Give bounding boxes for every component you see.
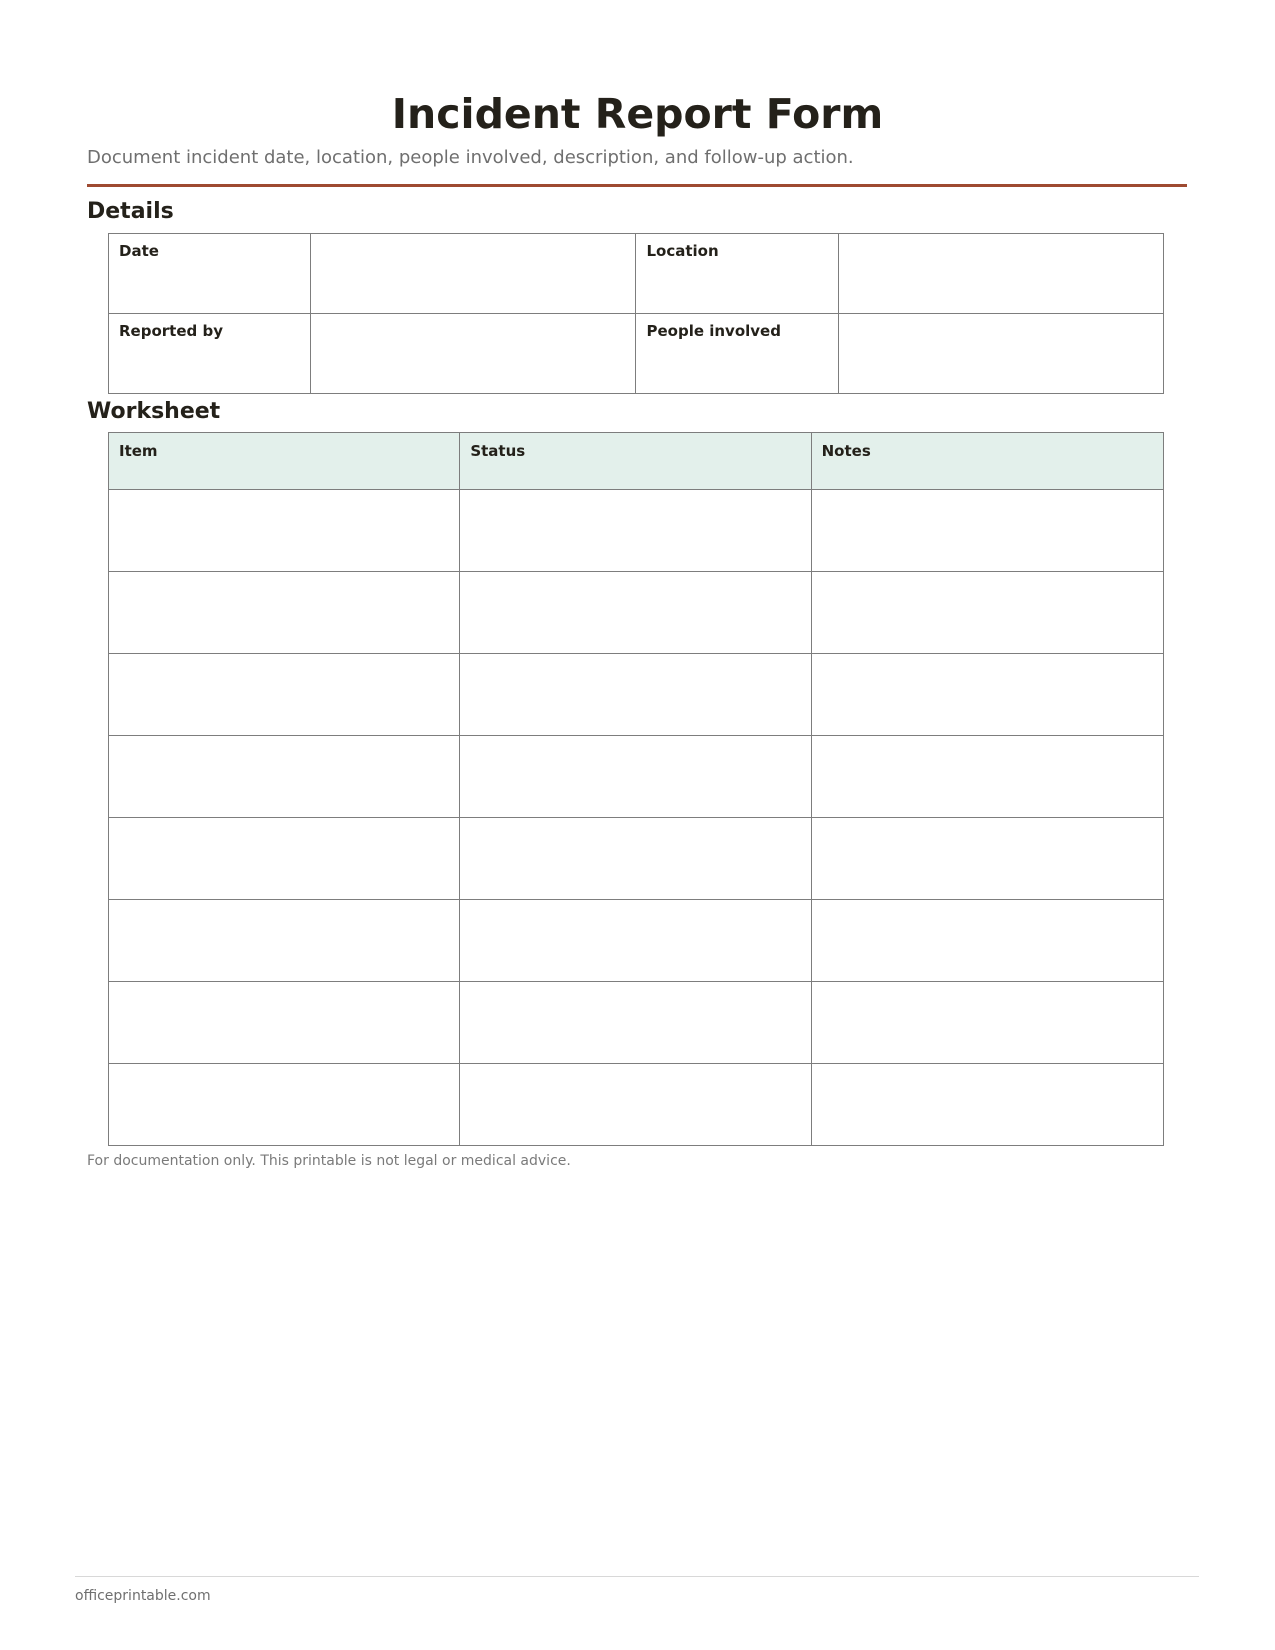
reported-by-label: Reported by [109, 314, 311, 394]
notes-cell[interactable] [811, 900, 1163, 982]
location-field[interactable] [838, 234, 1163, 314]
table-row [109, 572, 1164, 654]
date-label: Date [109, 234, 311, 314]
status-cell[interactable] [460, 736, 811, 818]
column-header-notes: Notes [811, 433, 1163, 490]
people-involved-field[interactable] [838, 314, 1163, 394]
notes-cell[interactable] [811, 1064, 1163, 1146]
status-cell[interactable] [460, 818, 811, 900]
item-cell[interactable] [109, 982, 460, 1064]
details-heading: Details [87, 199, 174, 224]
notes-cell[interactable] [811, 490, 1163, 572]
people-involved-label: People involved [636, 314, 838, 394]
worksheet-header-row [109, 433, 1164, 490]
item-cell[interactable] [109, 818, 460, 900]
table-row [109, 490, 1164, 572]
worksheet-heading: Worksheet [87, 399, 221, 424]
item-cell[interactable] [109, 900, 460, 982]
status-cell[interactable] [460, 900, 811, 982]
worksheet-table [108, 432, 1164, 1146]
notes-cell[interactable] [811, 572, 1163, 654]
notes-cell[interactable] [811, 982, 1163, 1064]
notes-cell[interactable] [811, 654, 1163, 736]
item-cell[interactable] [109, 572, 460, 654]
notes-cell[interactable] [811, 818, 1163, 900]
footer-divider [75, 1576, 1199, 1577]
table-row [109, 900, 1164, 982]
status-cell[interactable] [460, 1064, 811, 1146]
reported-by-field[interactable] [311, 314, 636, 394]
item-cell[interactable] [109, 654, 460, 736]
column-header-status: Status [460, 433, 811, 490]
page-title: Incident Report Form [391, 90, 884, 138]
table-row [109, 982, 1164, 1064]
details-row [109, 234, 1164, 314]
table-row [109, 818, 1164, 900]
item-cell[interactable] [109, 736, 460, 818]
notes-cell[interactable] [811, 736, 1163, 818]
date-field[interactable] [311, 234, 636, 314]
location-label: Location [636, 234, 838, 314]
status-cell[interactable] [460, 654, 811, 736]
item-cell[interactable] [109, 1064, 460, 1146]
table-row [109, 654, 1164, 736]
table-row [109, 1064, 1164, 1146]
table-row [109, 736, 1164, 818]
footer-site: officeprintable.com [75, 1588, 211, 1604]
title-divider [87, 184, 1187, 187]
details-row [109, 314, 1164, 394]
status-cell[interactable] [460, 982, 811, 1064]
item-cell[interactable] [109, 490, 460, 572]
column-header-item: Item [109, 433, 460, 490]
status-cell[interactable] [460, 490, 811, 572]
status-cell[interactable] [460, 572, 811, 654]
page-subtitle: Document incident date, location, people involved, description, and follow-up action. [87, 147, 854, 168]
details-table [108, 233, 1164, 394]
disclaimer-note: For documentation only. This printable is not legal or medical advice. [87, 1153, 571, 1169]
